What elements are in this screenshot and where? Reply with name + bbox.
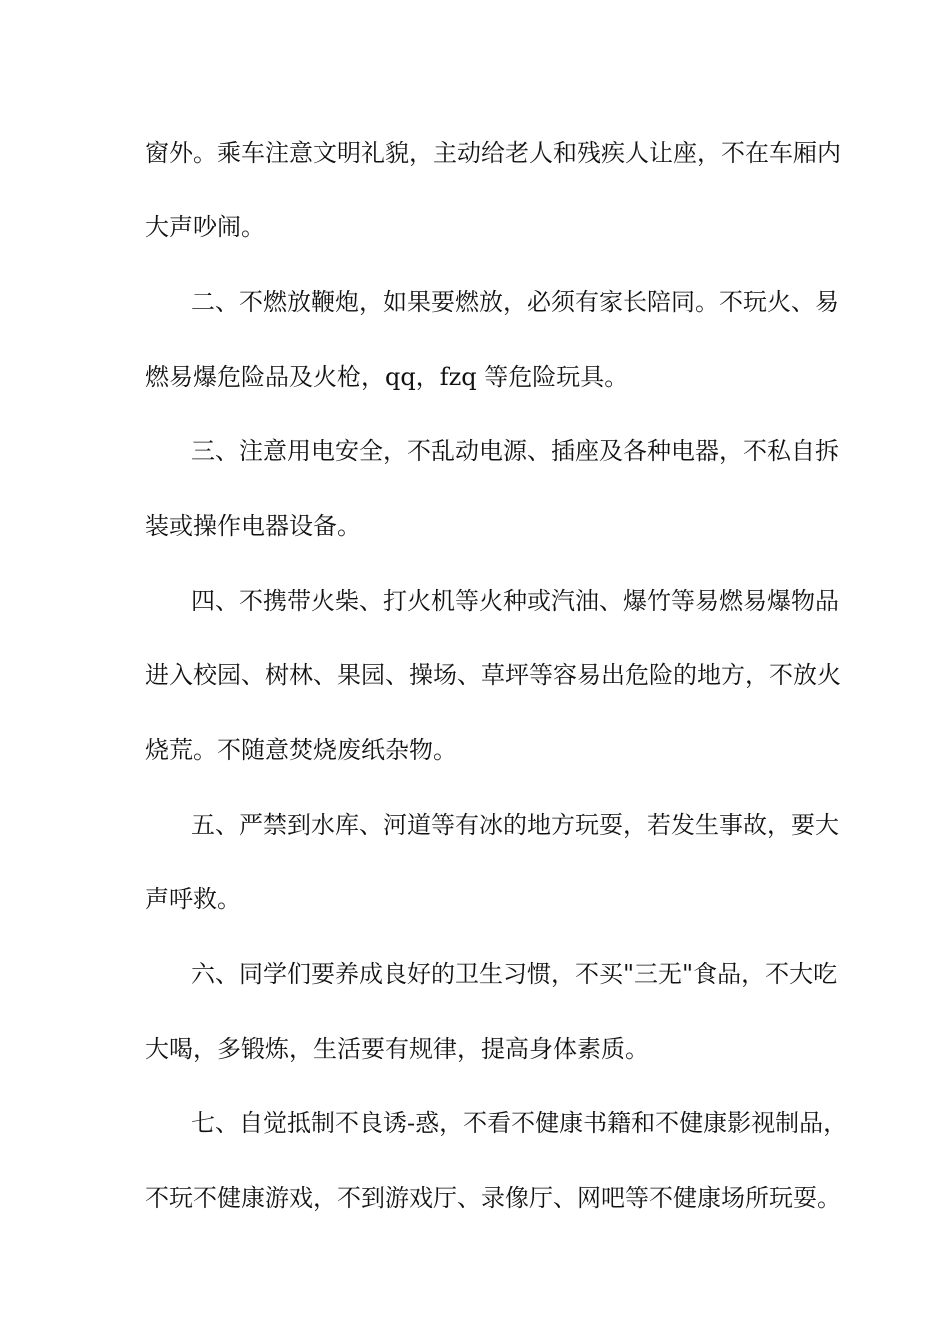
text-line-5: 三、注意用电安全，不乱动电源、插座及各种电器，不私自拆 <box>191 437 839 465</box>
text-line-9: 烧荒。不随意焚烧废纸杂物。 <box>145 736 457 764</box>
text-line-15: 不玩不健康游戏，不到游戏厅、录像厅、网吧等不健康场所玩耍。 <box>145 1184 841 1212</box>
text-line-10: 五、严禁到水库、河道等有冰的地方玩耍，若发生事故，要大 <box>191 811 839 839</box>
text-line-7: 四、不携带火柴、打火机等火种或汽油、爆竹等易燃易爆物品 <box>191 587 839 615</box>
text-line-6: 装或操作电器设备。 <box>145 512 361 540</box>
text-line-13: 大喝，多锻炼，生活要有规律，提高身体素质。 <box>145 1035 649 1063</box>
text-line-11: 声呼救。 <box>145 885 241 913</box>
text-line-3: 二、不燃放鞭炮，如果要燃放，必须有家长陪同。不玩火、易 <box>191 288 839 316</box>
text-line-1: 窗外。乘车注意文明礼貌，主动给老人和残疾人让座，不在车厢内 <box>145 139 841 167</box>
text-line-14: 七、自觉抵制不良诱-惑，不看不健康书籍和不健康影视制品， <box>191 1109 848 1137</box>
text-line-2: 大声吵闹。 <box>145 213 265 241</box>
text-line-4: 燃易爆危险品及火枪，qq，fzq 等危险玩具。 <box>145 363 629 391</box>
text-line-12: 六、同学们要养成良好的卫生习惯，不买"三无"食品，不大吃 <box>191 960 838 988</box>
text-line-8: 进入校园、树林、果园、操场、草坪等容易出危险的地方，不放火 <box>145 661 841 689</box>
